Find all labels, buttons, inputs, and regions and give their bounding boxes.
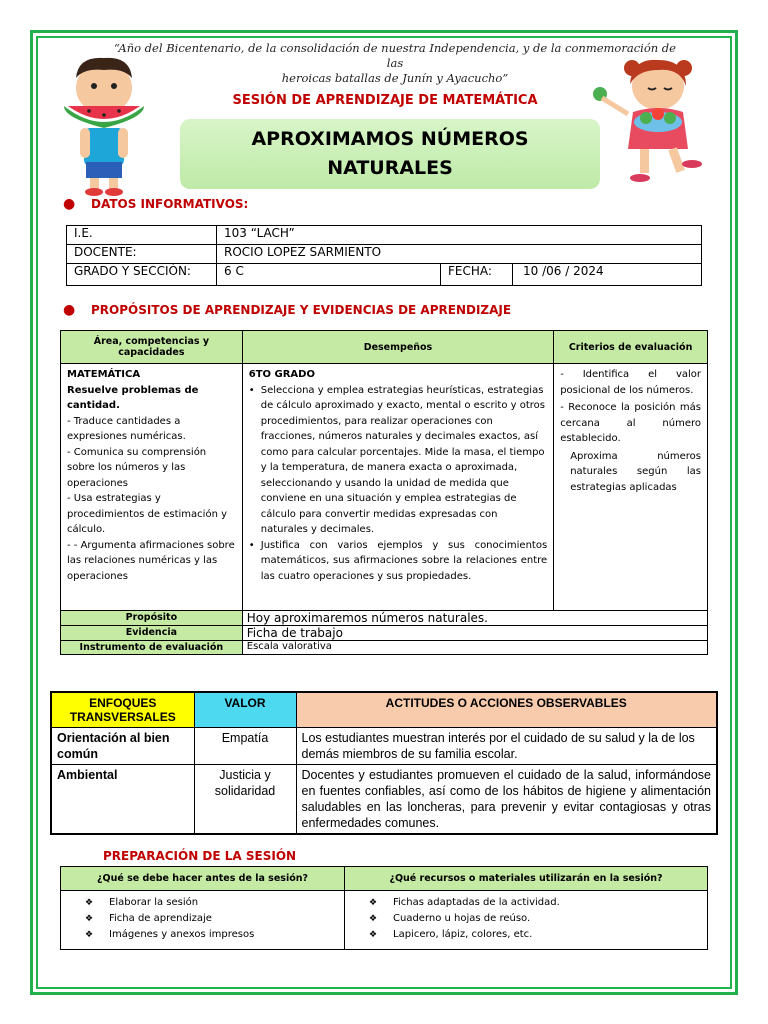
- datos-informativos-table: [66, 225, 702, 286]
- quote-line-1: “Año del Bicentenario, de la consolidación de nuestra Independencia, y de la conmemoración de las: [114, 41, 676, 70]
- propositos-heading-text: PROPÓSITOS DE APRENDIZAJE Y EVIDENCIAS DE APRENDIZAJE: [91, 303, 512, 317]
- grado-heading: 6TO GRADO: [248, 369, 315, 380]
- datos-heading-text: DATOS INFORMATIVOS:: [91, 197, 249, 211]
- bullet-icon: ●: [63, 196, 76, 212]
- competencia: Resuelve problemas de cantidad.: [67, 384, 199, 411]
- commemorative-year-quote: [110, 41, 680, 86]
- enfoque-actitud: Docentes y estudiantes promueven el cuidado de la salud, informándose en fuentes confiables, así como de los hábitos de higiene y alimentación saludables en las loncheras, para prevenir y evitar contagiosas y otras enfermedades comunes.: [296, 765, 717, 835]
- grado-label: GRADO Y SECCIÓN:: [67, 264, 217, 286]
- desempenos-list: [249, 383, 547, 585]
- capacidad-item: - Traduce cantidades a expresiones numéricas.: [67, 415, 186, 442]
- list-item: ❖ Fichas adaptadas de la actividad.: [369, 895, 693, 911]
- desempeno-item: • Selecciona y emplea estrategias heurísticas, estrategias de cálculo aproximado y exacto, mental o escrito y otros procedimientos, para realizar operaciones con fracciones, números naturales y decimales exactos, así como para calcular porcentajes. Mide la masa, el tiempo y la temperatura, de manera exacta o aproximada, seleccionando y usando la unidad de medida que conviene en una situación y emplea estrategias de cálculo para convertir medidas expresadas con naturales y decimales.: [249, 383, 547, 538]
- lesson-title-line-2: NATURALES: [327, 157, 453, 179]
- preparacion-table: [60, 866, 708, 950]
- enfoque-actitud: Los estudiantes muestran interés por el cuidado de su salud y la de los demás miembros de su familia escolar.: [296, 728, 717, 765]
- table-row: [67, 226, 702, 245]
- propositos-heading: [63, 302, 512, 318]
- quote-line-2: heroicas batallas de Junín y Ayacucho”: [281, 71, 509, 85]
- header-valor: VALOR: [194, 692, 296, 728]
- header-antes: ¿Qué se debe hacer antes de la sesión?: [61, 867, 345, 891]
- recursos-cell: [345, 891, 708, 950]
- ie-value: 103 “LACH”: [217, 226, 702, 245]
- list-item: ❖ Cuaderno u hojas de reúso.: [369, 911, 693, 927]
- table-row: [67, 264, 702, 286]
- preparacion-heading: PREPARACIÓN DE LA SESIÓN: [103, 849, 297, 863]
- propositos-table: [60, 330, 708, 655]
- table-row: [61, 364, 708, 611]
- evidencia-label: Evidencia: [61, 626, 243, 641]
- table-row: [51, 728, 717, 765]
- table-row: [67, 245, 702, 264]
- enfoque-valor: Justicia y solidaridad: [194, 765, 296, 835]
- capacidad-item: - Usa estrategias y procedimientos de estimación y cálculo.: [67, 493, 228, 535]
- table-row: [61, 626, 708, 641]
- antes-cell: [61, 891, 345, 950]
- docente-label: DOCENTE:: [67, 245, 217, 264]
- evidencia-value: Ficha de trabajo: [242, 626, 707, 641]
- list-item: ❖ Imágenes y anexos impresos: [85, 927, 330, 943]
- docente-value: ROCIO LOPEZ SARMIENTO: [217, 245, 702, 264]
- lesson-title-banner: [180, 119, 600, 189]
- capacidad-item: - Comunica su comprensión sobre los números y las operaciones: [67, 446, 207, 489]
- lesson-title-line-1: APROXIMAMOS NÚMEROS: [251, 128, 529, 150]
- header-actitudes: ACTITUDES O ACCIONES OBSERVABLES: [296, 692, 717, 728]
- enfoque-name: Orientación al bien común: [51, 728, 194, 765]
- header-area: Área, competencias y capacidades: [61, 331, 243, 364]
- recursos-list: [369, 895, 693, 943]
- list-item: ❖ Lapicero, lápiz, colores, etc.: [369, 927, 693, 943]
- fecha-value: 10 /06 / 2024: [513, 264, 702, 286]
- datos-heading: [63, 196, 249, 212]
- enfoques-transversales-table: [50, 691, 718, 835]
- table-row: [61, 891, 708, 950]
- desempeno-item: • Justifica con varios ejemplos y sus conocimientos matemáticos, sus afirmaciones sobre la relaciones entre las cuatro operaciones y sus propiedades.: [249, 538, 547, 585]
- proposito-value: Hoy aproximaremos números naturales.: [242, 611, 707, 626]
- table-header-row: [51, 692, 717, 728]
- criterio-item: Aproxima números naturales según las estrategias aplicadas: [570, 450, 701, 493]
- proposito-label: Propósito: [61, 611, 243, 626]
- capacidad-item: - - Argumenta afirmaciones sobre las relaciones numéricas y las operaciones: [67, 539, 235, 582]
- header-desempenos: Desempeños: [242, 331, 553, 364]
- table-row: [61, 611, 708, 626]
- antes-list: [85, 895, 330, 943]
- header-enfoques: ENFOQUES TRANSVERSALES: [51, 692, 194, 728]
- list-item: ❖ Elaborar la sesión: [85, 895, 330, 911]
- enfoque-valor: Empatía: [194, 728, 296, 765]
- table-row: [51, 765, 717, 835]
- table-row: [61, 641, 708, 655]
- criterio-item: - Identifica el valor posicional de los números.: [560, 369, 701, 396]
- list-item: ❖ Ficha de aprendizaje: [85, 911, 330, 927]
- table-header-row: [61, 331, 708, 364]
- bullet-icon: ●: [63, 302, 76, 318]
- header-criterios: Criterios de evaluación: [554, 331, 708, 364]
- instrumento-value: Escala valorativa: [242, 641, 707, 655]
- area-name: MATEMÁTICA: [67, 369, 141, 380]
- area-cell: [61, 364, 243, 611]
- criterios-cell: [554, 364, 708, 611]
- desempenos-cell: [242, 364, 553, 611]
- table-header-row: [61, 867, 708, 891]
- enfoque-name: Ambiental: [51, 765, 194, 835]
- session-title: SESIÓN DE APRENDIZAJE DE MATEMÁTICA: [232, 93, 538, 108]
- criterio-item: - Reconoce la posición más cercana al número establecido.: [560, 402, 701, 444]
- header-recursos: ¿Qué recursos o materiales utilizarán en la sesión?: [345, 867, 708, 891]
- fecha-label: FECHA:: [441, 264, 513, 286]
- ie-label: I.E.: [67, 226, 217, 245]
- grado-value: 6 C: [217, 264, 441, 286]
- instrumento-label: Instrumento de evaluación: [61, 641, 243, 655]
